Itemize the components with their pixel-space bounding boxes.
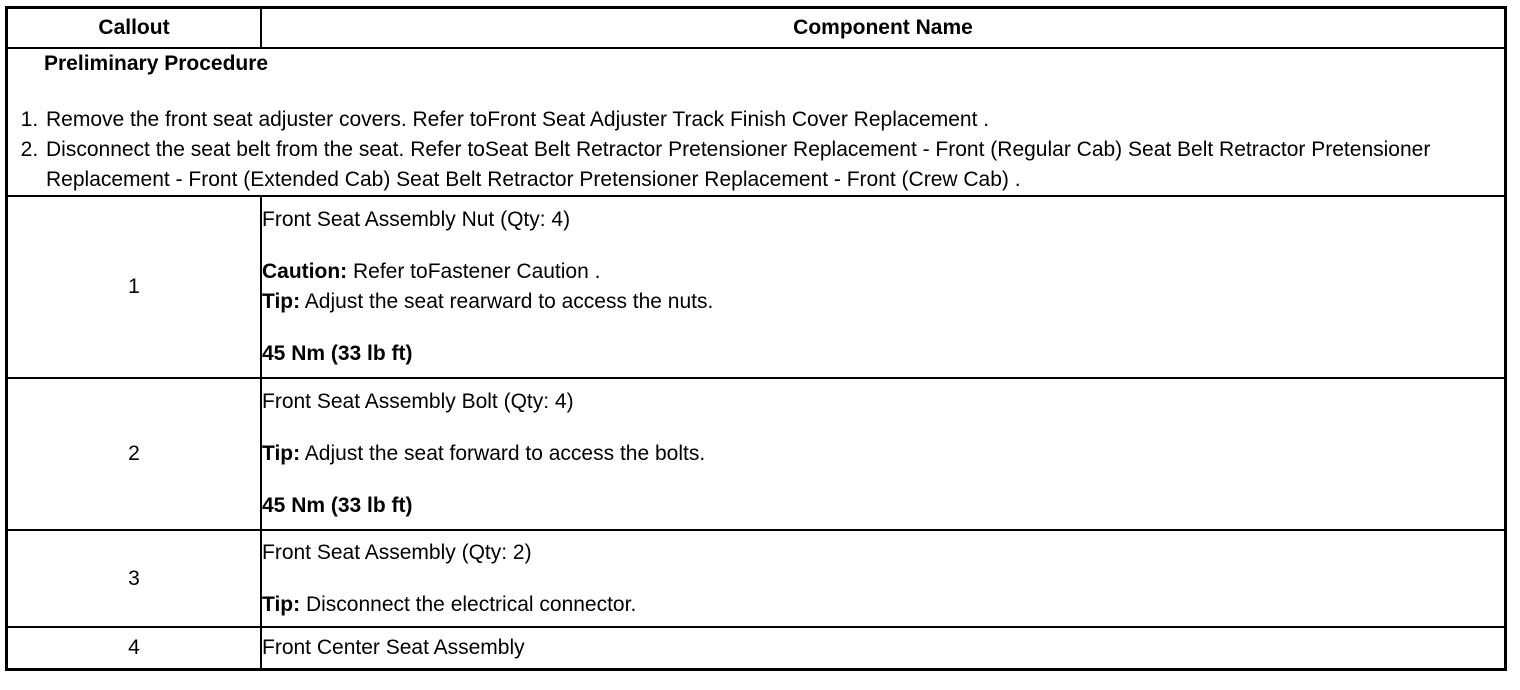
component-name: Front Center Seat Assembly (262, 635, 525, 659)
preliminary-procedure (7, 48, 1506, 196)
tip-label: Tip: (262, 442, 301, 465)
preliminary-steps (8, 105, 1504, 195)
step-item: 1. Remove the front seat adjuster covers. Refer toFront Seat Adjuster Track Finish Cover Replacement . (44, 105, 1504, 135)
table-row (7, 378, 1506, 530)
component-cell (261, 196, 1506, 378)
step-item: 2. Disconnect the seat belt from the seat. Refer toSeat Belt Retractor Pretensioner Replacement - Front (Regular Cab) Seat Belt Retractor Pretensioner Replacement - Front (Extended Cab) Seat Belt Retractor Pretensioner Replacement - Front (Crew Cab) . (44, 135, 1504, 195)
table-row (7, 530, 1506, 627)
tip-line (262, 287, 1504, 317)
tip-line (262, 590, 1504, 620)
tip-label: Tip: (262, 290, 301, 313)
component-cell (261, 530, 1506, 627)
tip-line (262, 439, 1504, 469)
component-name: Front Seat Assembly Nut (Qty: 4) (262, 208, 571, 231)
callout-number: 1 (7, 196, 262, 378)
component-name: Front Seat Assembly Bolt (Qty: 4) (262, 390, 574, 413)
tip-text: Disconnect the electrical connector. (300, 592, 637, 616)
preliminary-row (7, 48, 1506, 196)
tip-text: Adjust the seat rearward to access the nuts. (300, 290, 714, 313)
component-name: Front Seat Assembly (Qty: 2) (262, 540, 532, 564)
torque-spec: 45 Nm (33 lb ft) (262, 494, 413, 517)
component-cell (261, 627, 1506, 669)
header-row (7, 8, 1506, 49)
torque-spec: 45 Nm (33 lb ft) (262, 342, 413, 365)
callout-number: 3 (7, 530, 262, 627)
table-row (7, 196, 1506, 378)
component-cell (261, 378, 1506, 530)
caution-line (262, 257, 1504, 287)
tip-text: Adjust the seat forward to access the bolts. (300, 442, 706, 465)
preliminary-title: Preliminary Procedure (44, 52, 269, 75)
callout-number: 2 (7, 378, 262, 530)
caution-label: Caution: (262, 260, 348, 283)
caution-text: Refer toFastener Caution . (347, 260, 601, 283)
procedure-table (5, 6, 1507, 671)
callout-number: 4 (7, 627, 262, 669)
table-row (7, 627, 1506, 669)
tip-label: Tip: (262, 592, 301, 616)
component-header: Component Name (261, 8, 1506, 49)
callout-header: Callout (7, 8, 262, 49)
